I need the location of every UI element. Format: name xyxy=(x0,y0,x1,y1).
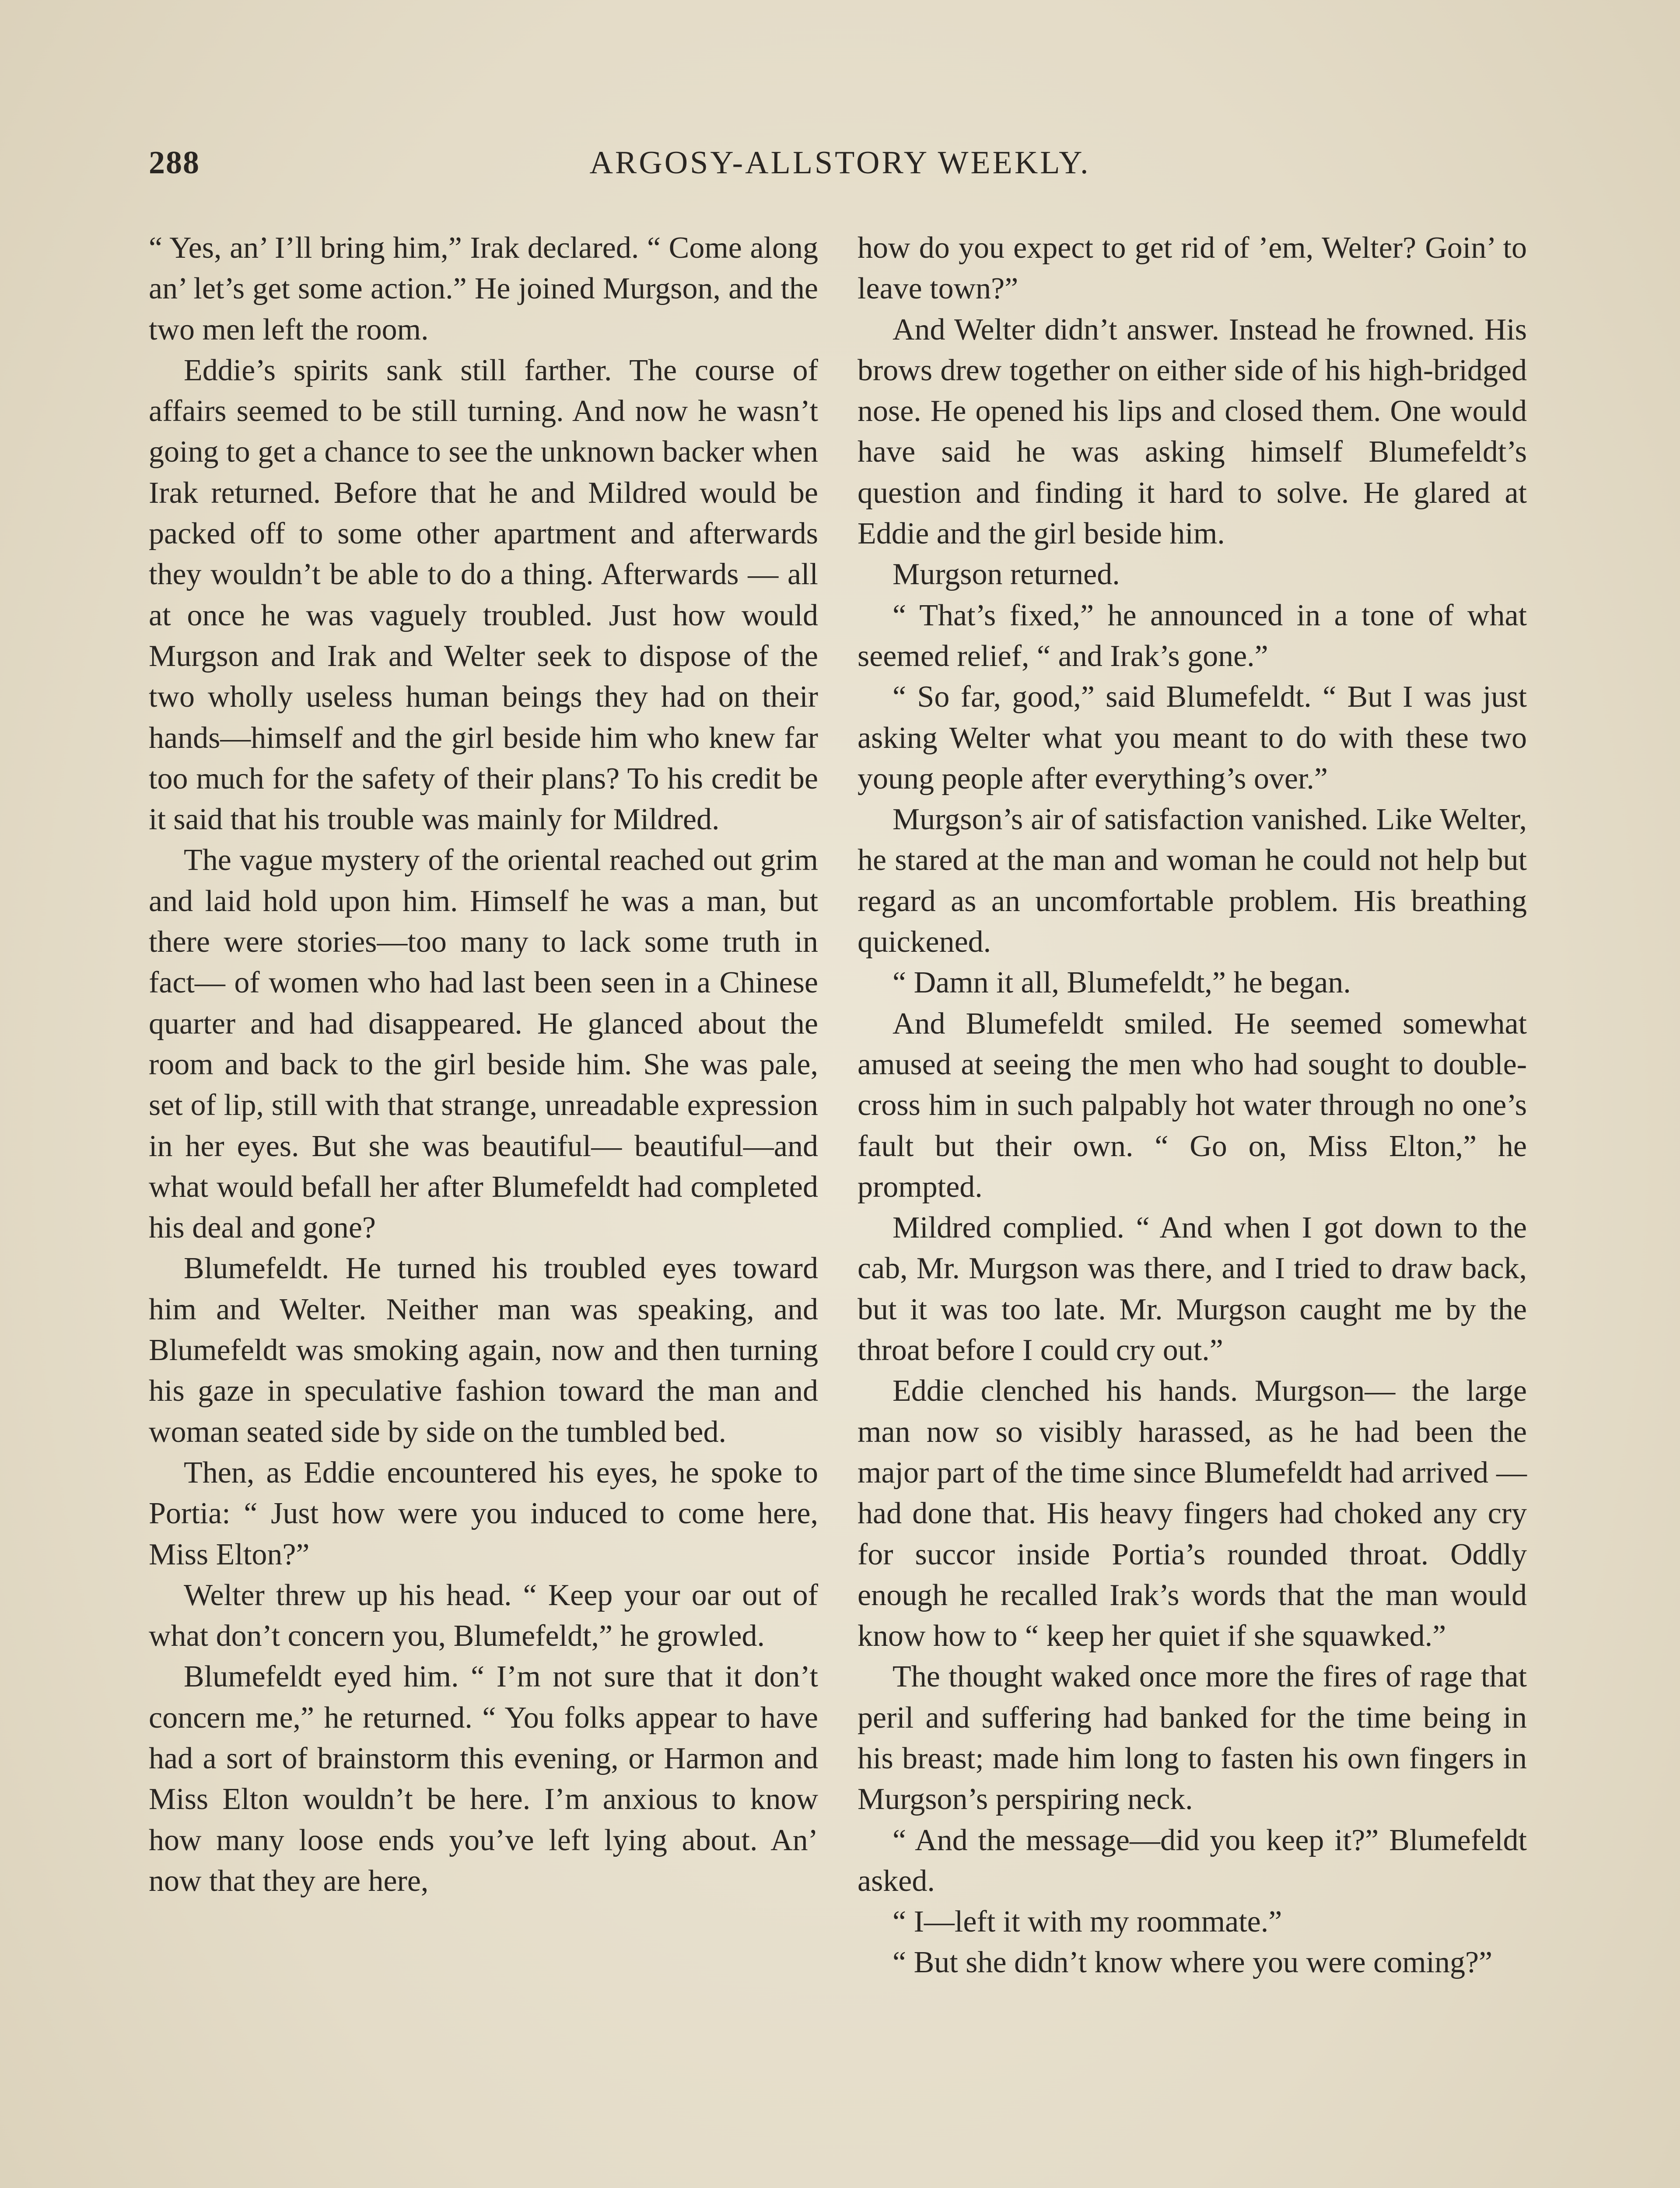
paragraph: Then, as Eddie encountered his eyes, he spoke to Portia: “ Just how were you induced to come here, Miss Elton?” xyxy=(149,1455,818,1571)
paragraph: Blumefeldt eyed him. “ I’m not sure that it don’t concern me,” he returned. “ You folks appear to have had a sort of brainstorm this evening, or Harmon and Miss Elton wouldn’t be here. I’m anxious to know how many loose ends you’ve left lying about. An’ now that they are here, xyxy=(149,1660,818,1898)
paragraph: “ I—left it with my roommate.” xyxy=(892,1905,1282,1939)
paragraph: “ And the message—did you keep it?” Blumefeldt asked. xyxy=(858,1823,1527,1898)
left-column xyxy=(149,228,818,1901)
paragraph: Murgson returned. xyxy=(892,558,1120,592)
paragraph: Eddie’s spirits sank still farther. The course of affairs seemed to be still turning. And now he wasn’t going to get a chance to see the unknown backer when Irak returned. Before that he and Mildred would be packed off to some other apartment and afterwards they wouldn’t be able to do a thing. Afterwards — all at once he was vaguely troubled. Just how would Murgson and Irak and Welter seek to dispose of the two wholly useless human beings they had on their hands—himself and the girl beside him who knew far too much for the safety of their plans? To his credit be it said that his trouble was mainly for Mildred. xyxy=(149,353,818,837)
paragraph: “ So far, good,” said Blumefeldt. “ But I was just asking Welter what you meant to do with these two young people after everything’s over.” xyxy=(858,680,1527,796)
paragraph: “ Yes, an’ I’ll bring him,” Irak declared. “ Come along an’ let’s get some action.” He joined Murgson, and the two men left the room. xyxy=(149,231,818,347)
paragraph: And Welter didn’t answer. Instead he frowned. His brows drew together on either side of his high-bridged nose. He opened his lips and closed them. One would have said he was asking himself Blumefeldt’s question and finding it hard to solve. He glared at Eddie and the girl beside him. xyxy=(858,312,1527,551)
paragraph: “ But she didn’t know where you were coming?” xyxy=(892,1946,1493,1980)
running-title: ARGOSY-ALLSTORY WEEKLY. xyxy=(589,145,1091,181)
paragraph: The vague mystery of the oriental reached out grim and laid hold upon him. Himself he was a man, but there were stories—too many to lack some truth in fact— of women who had last been seen in a Chinese quarter and had disappeared. He glanced about the room and back to the girl beside him. She was pale, set of lip, still with that strange, unreadable expression in her eyes. But she was beautiful— beautiful—and what would befall her after Blumefeldt had completed his deal and gone? xyxy=(149,843,818,1245)
page-number: 288 xyxy=(149,145,200,181)
paragraph: “ That’s fixed,” he announced in a tone of what seemed relief, “ and Irak’s gone.” xyxy=(858,598,1527,673)
paragraph: The thought waked once more the fires of rage that peril and suffering had banked for the time being in his breast; made him long to fasten his own fingers in Murgson’s perspiring neck. xyxy=(858,1660,1527,1816)
paragraph: how do you expect to get rid of ’em, Welter? Goin’ to leave town?” xyxy=(858,231,1527,306)
paragraph: And Blumefeldt smiled. He seemed somewhat amused at seeing the men who had sought to double-cross him in such palpably hot water through no one’s fault but their own. “ Go on, Miss Elton,” he prompted. xyxy=(858,1006,1527,1204)
page-header xyxy=(149,144,1531,197)
paragraph: Murgson’s air of satisfaction vanished. Like Welter, he stared at the man and woman he could not help but regard as an uncomfortable problem. His breathing quickened. xyxy=(858,803,1527,959)
paragraph: “ Damn it all, Blumefeldt,” he began. xyxy=(892,966,1351,1000)
paragraph: Blumefeldt. He turned his troubled eyes toward him and Welter. Neither man was speaking, and Blumefeldt was smoking again, now and then turning his gaze in speculative fashion toward the man and woman seated side by side on the tumbled bed. xyxy=(149,1252,818,1449)
paragraph: Welter threw up his head. “ Keep your oar out of what don’t concern you, Blumefeldt,” he growled. xyxy=(149,1578,818,1653)
right-column xyxy=(858,228,1527,1983)
paragraph: Mildred complied. “ And when I got down to the cab, Mr. Murgson was there, and I tried to draw back, but it was too late. Mr. Murgson caught me by the throat before I could cry out.” xyxy=(858,1211,1527,1368)
paragraph: Eddie clenched his hands. Murgson— the large man now so visibly harassed, as he had been the major part of the time since Blumefeldt had arrived — had done that. His heavy fingers had choked any cry for succor inside Portia’s rounded throat. Oddly enough he recalled Irak’s words that the man would know how to “ keep her quiet if she squawked.” xyxy=(858,1374,1527,1653)
